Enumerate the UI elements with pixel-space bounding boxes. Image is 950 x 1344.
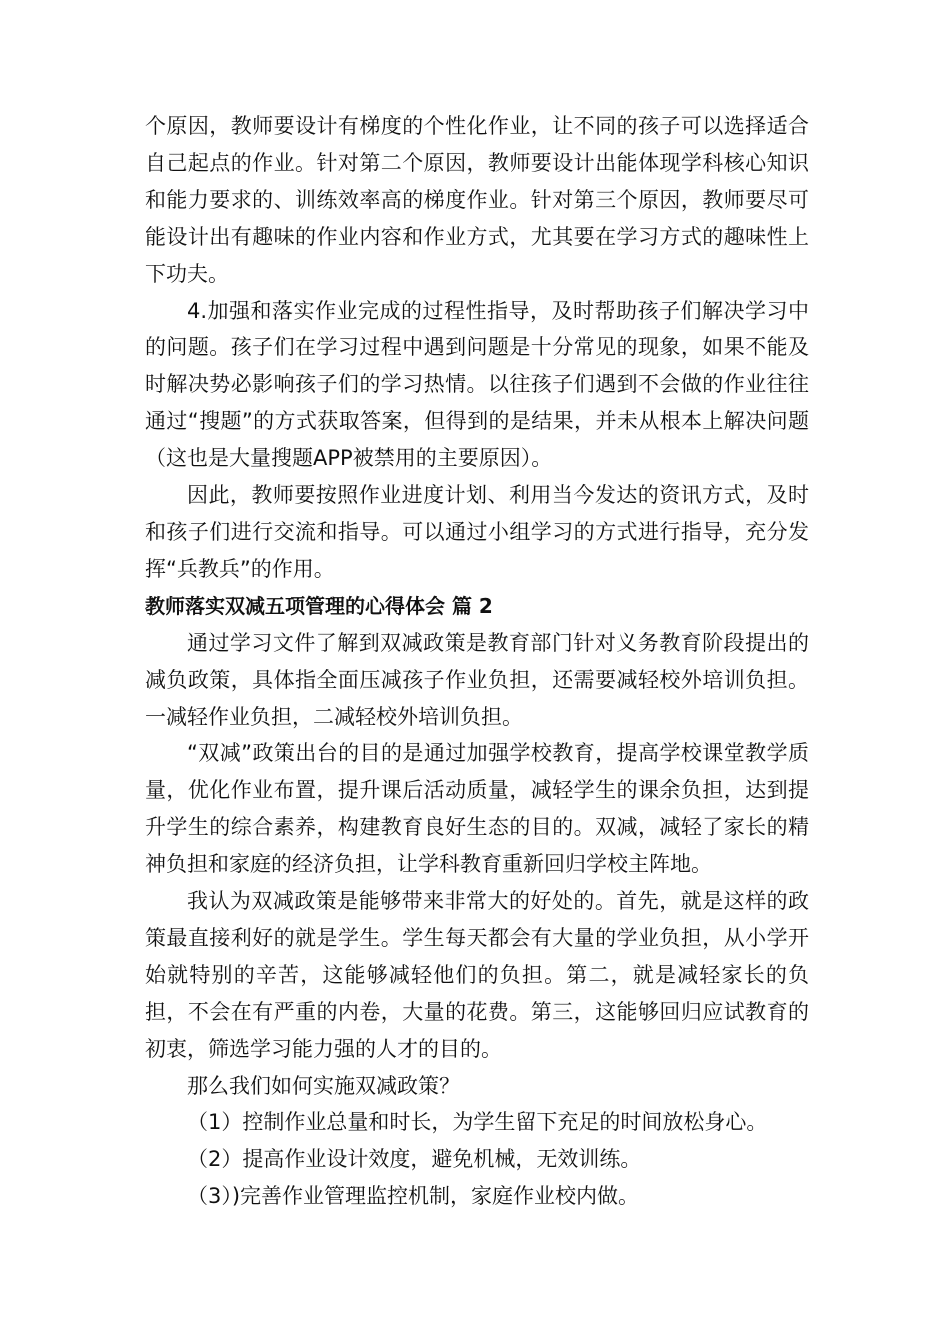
list-item: （2）提高作业设计效度，避免机械，无效训练。 [187, 1147, 642, 1172]
paragraph-question: 那么我们如何实施双减政策？ [187, 1073, 460, 1098]
document-body [145, 108, 809, 1215]
paragraph-policy-intro: 通过学习文件了解到双减政策是教育部门针对义务教育阶段提出的减负政策，具体指全面压减孩子作业负担，还需要减轻校外培训负担。一减轻作业负担，二减轻校外培训负担。 [145, 630, 809, 729]
list-item: （3）)完善作业管理监控机制，家庭作业校内做。 [187, 1184, 640, 1209]
paragraph-guidance: 4.加强和落实作业完成的过程性指导，及时帮助孩子们解决学习中的问题。孩子们在学习过程中遇到问题是十分常见的现象，如果不能及时解决势必影响孩子们的学习热情。以往孩子们遇到不会做的作业往往通过“搜题”的方式获取答案，但得到的是结果，并未从根本上解决问题（这也是大量搜题APP被禁用的主要原因）。 [145, 298, 809, 471]
list-item: （1）控制作业总量和时长，为学生留下充足的时间放松身心。 [187, 1110, 768, 1135]
paragraph-benefits: 我认为双减政策是能够带来非常大的好处的。首先，就是这样的政策最直接利好的就是学生。学生每天都会有大量的学业负担，从小学开始就特别的辛苦，这能够减轻他们的负担。第二，就是减轻家长的负担，不会在有严重的内卷，大量的花费。第三，这能够回归应试教育的初衷，筛选学习能力强的人才的目的。 [145, 889, 809, 1061]
paragraph-continuation: 个原因，教师要设计有梯度的个性化作业，让不同的孩子可以选择适合自己起点的作业。针对第二个原因，教师要设计出能体现学科核心知识和能力要求的、训练效率高的梯度作业。针对第三个原因，教师要尽可能设计出有趣味的作业内容和作业方式，尤其要在学习方式的趣味性上下功夫。 [145, 114, 809, 286]
paragraph-communication: 因此，教师要按照作业进度计划、利用当今发达的资讯方式，及时和孩子们进行交流和指导。可以通过小组学习的方式进行指导，充分发挥“兵教兵”的作用。 [145, 483, 809, 581]
paragraph-policy-purpose: “双减”政策出台的目的是通过加强学校教育，提高学校课堂教学质量，优化作业布置，提升课后活动质量，减轻学生的课余负担，达到提升学生的综合素养，构建教育良好生态的目的。双减，减轻了家长的精神负担和家庭的经济负担，让学科教育重新回归学校主阵地。 [145, 741, 809, 877]
section-heading: 教师落实双减五项管理的心得体会 篇 2 [145, 593, 493, 618]
